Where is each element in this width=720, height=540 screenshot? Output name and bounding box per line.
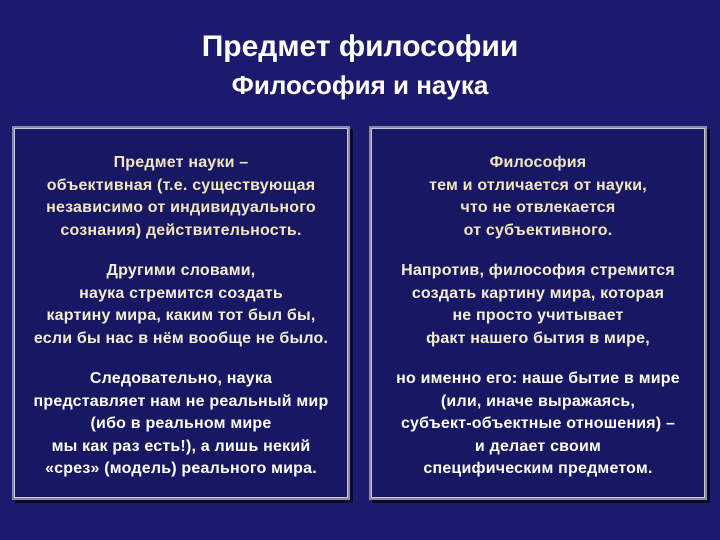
paragraph-line: «срез» (модель) реального мира. xyxy=(45,460,317,477)
paragraph-line: и делает своим xyxy=(474,437,602,455)
philosophy-definition-paragraph xyxy=(371,152,705,242)
science-definition-paragraph xyxy=(14,152,348,242)
paragraph-line: Философия xyxy=(489,154,587,171)
paragraph-line: (или, иначе выражаясь, xyxy=(440,392,636,410)
philosophy-panel xyxy=(369,126,707,500)
slide-title: Предмет философии xyxy=(201,30,519,63)
paragraph-line: от субъективного. xyxy=(463,221,613,239)
paragraph-line: Другими словами, xyxy=(106,262,256,279)
paragraph-line: если бы нас в нём вообще не было. xyxy=(33,329,329,347)
slide-subtitle: Философия и наука xyxy=(231,70,489,100)
paragraph-line: специфическим предметом. xyxy=(423,460,653,477)
paragraph-line: картину мира, каким тот был бы, xyxy=(46,307,316,324)
paragraph-line: представляет нам не реальный мир xyxy=(33,392,329,410)
science-panel xyxy=(12,126,350,500)
paragraph-line: (ибо в реальном мире xyxy=(90,415,272,432)
paragraph-line: тем и отличается от науки, xyxy=(429,176,647,194)
paragraph-line: Предмет науки – xyxy=(113,154,249,171)
paragraph-line: мы как раз есть!), а лишь некий xyxy=(51,437,311,455)
paragraph-line: наука стремится создать xyxy=(79,284,283,302)
paragraph-line: создать картину мира, которая xyxy=(411,284,665,302)
paragraph-line: факт нашего бытия в мире, xyxy=(426,329,650,347)
paragraph-line: что не отвлекается xyxy=(460,199,616,216)
paragraph-line: сознания) действительность. xyxy=(60,221,302,239)
paragraph-line: объективная (т.е. существующая xyxy=(46,176,316,194)
paragraph-line: Напротив, философия стремится xyxy=(401,262,675,279)
paragraph-line: Следовательно, наука xyxy=(89,370,273,387)
science-conclusion-paragraph xyxy=(14,368,348,481)
paragraph-line: но именно его: наше бытие в мире xyxy=(396,370,680,387)
paragraph-line: независимо от индивидуального xyxy=(46,199,316,216)
philosophy-conclusion-paragraph xyxy=(371,368,705,481)
paragraph-line: не просто учитывает xyxy=(452,307,624,324)
paragraph-line: субъект-объектные отношения) – xyxy=(400,415,676,432)
science-goal-paragraph xyxy=(14,260,348,350)
philosophy-goal-paragraph xyxy=(371,260,705,350)
